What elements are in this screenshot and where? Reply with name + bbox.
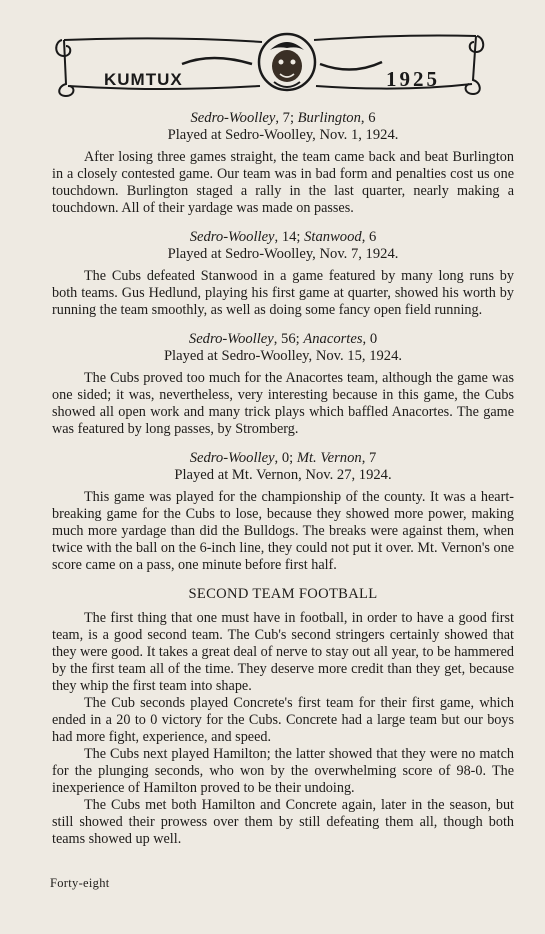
section-title: SECOND TEAM FOOTBALL — [188, 586, 378, 602]
team-b-name: Mt. Vernon — [296, 450, 362, 466]
game-score-heading: Sedro-Woolley, 14; Stanwood, 6 — [189, 229, 377, 245]
team-b-name: Stanwood — [304, 229, 362, 245]
article-body — [52, 110, 514, 848]
team-a-score: 14 — [281, 229, 297, 245]
team-b-name: Anacortes — [303, 331, 363, 347]
game-score-heading: Sedro-Woolley, 56; Anacortes, 0 — [188, 331, 378, 347]
team-a-name: Sedro-Woolley — [189, 450, 275, 466]
banner-title: KUMTUX — [104, 70, 183, 89]
game-venue-date: Played at Mt. Vernon, Nov. 27, 1924. — [174, 467, 392, 483]
kumtux-banner — [52, 22, 487, 100]
game-report — [52, 110, 514, 217]
section-paragraph: The first thing that one must have in football, in order to have a good first team, is a good second team. The Cub's second stringers certainly showed that they were good. It takes a great deal of nerve to stay out all year, to be hammered by the first team all of the time. They deserve more credit than they get, because they whip the first team into shape. — [52, 610, 514, 694]
team-a-score: 7 — [282, 110, 290, 126]
section-paragraph: The Cubs met both Hamilton and Concrete again, later in the season, but still showed their prowess over them by still defeating them all, though both teams showed up well. — [52, 797, 514, 847]
team-a-score: 56 — [281, 331, 296, 347]
team-b-score: 7 — [369, 450, 377, 466]
team-a-name: Sedro-Woolley — [189, 229, 275, 245]
team-b-score: 6 — [368, 110, 376, 126]
game-score-heading: Sedro-Woolley, 7; Burlington, 6 — [190, 110, 376, 126]
team-b-score: 6 — [369, 229, 377, 245]
game-report — [52, 229, 514, 319]
game-summary: The Cubs defeated Stanwood in a game featured by many long runs by both teams. Gus Hedlund, playing his first game at quarter, showed his worth by running the team smoothly, as well as doing some fancy open field running. — [52, 268, 514, 318]
game-venue-date: Played at Sedro-Woolley, Nov. 1, 1924. — [167, 127, 399, 143]
game-report — [52, 331, 514, 438]
team-b-name: Burlington — [297, 110, 361, 126]
game-score-heading: Sedro-Woolley, 0; Mt. Vernon, 7 — [189, 450, 377, 466]
page-number: Forty-eight — [50, 876, 110, 890]
section-paragraph: The Cubs next played Hamilton; the latter showed that they were no match for the plunging seconds, who won by the overwhelming score of 98-0. The inexperience of Hamilton proved to be their undoing. — [52, 746, 514, 796]
section-paragraph: The Cub seconds played Concrete's first team for their first game, which ended in a 20 to 0 victory for the Cubs. Concrete had a large team but our boys had more fight, experience, and speed. — [52, 695, 514, 745]
game-summary: This game was played for the championship of the county. It was a heart-breaking game for the Cubs to lose, because they showed more power, making much more yardage than did the Bulldogs. The breaks were against them, when twice with the ball on the 6-inch line, they could not put it over. Mt. Vernon's one score came on a pass, one minute before first half. — [52, 489, 514, 573]
game-venue-date: Played at Sedro-Woolley, Nov. 7, 1924. — [167, 246, 399, 262]
game-summary: The Cubs proved too much for the Anacortes team, although the game was one sided; it was, nevertheless, very interesting because in this game, the Cubs showed all open work and many trick plays which baffled Anacortes. The game was featured by long passes, by Stromberg. — [52, 370, 514, 437]
team-b-score: 0 — [369, 331, 378, 347]
team-a-name: Sedro-Woolley — [190, 110, 276, 126]
banner-year: 1925 — [386, 67, 440, 91]
game-report — [52, 450, 514, 574]
team-a-score: 0 — [281, 450, 290, 466]
game-summary: After losing three games straight, the team came back and beat Burlington in a closely contested game. Our team was in bad form and penalties cost us one touchdown. Burlington staged a rally in the last quarter, nearly making a touchdown. All of their yardage was made on passes. — [52, 149, 514, 216]
team-a-name: Sedro-Woolley — [188, 331, 274, 347]
game-venue-date: Played at Sedro-Woolley, Nov. 15, 1924. — [163, 348, 403, 364]
